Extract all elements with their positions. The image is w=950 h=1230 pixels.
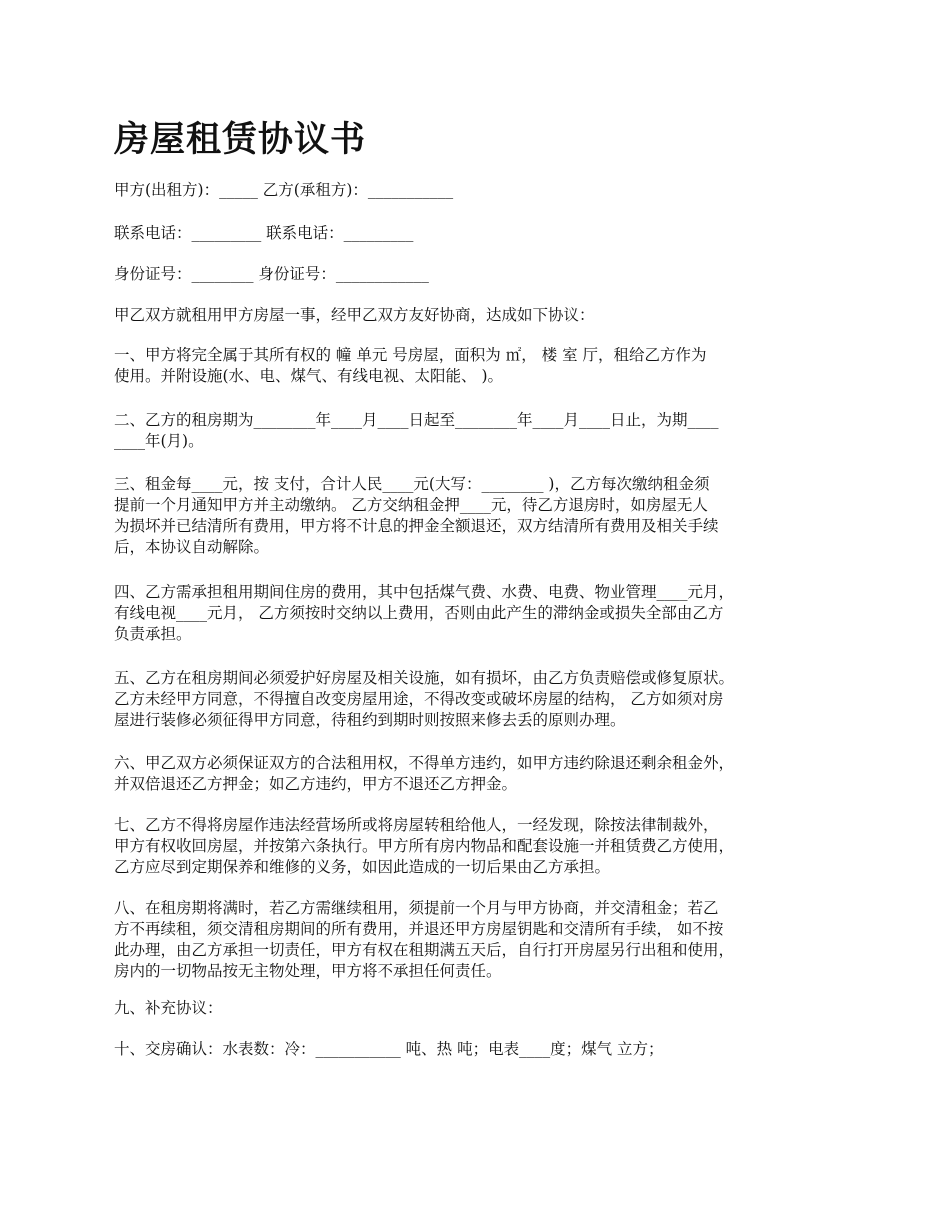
- clause-line: 房内的一切物品按无主物处理，甲方将不承担任何责任。: [114, 962, 502, 980]
- clause-line: 八、在租房期将满时，若乙方需继续租用，须提前一个月与甲方协商，并交清租金；若乙: [114, 899, 719, 917]
- clause-line: 甲方有权收回房屋，并按第六条执行。甲方所有房内物品和配套设施一并租赁费乙方使用，: [114, 837, 735, 855]
- clause-1: [114, 345, 858, 387]
- clause-line: 乙方应尽到定期保养和维修的义务，如因此造成的一切后果由乙方承担。: [114, 858, 611, 876]
- clause-line: 并双倍退还乙方押金；如乙方违约，甲方不退还乙方押金。: [114, 775, 518, 793]
- clause-line: 屋进行装修必须征得甲方同意，待租约到期时则按照来修去丢的原则办理。: [114, 711, 626, 729]
- document-title: 房屋租赁协议书: [114, 119, 367, 160]
- clause-line: 使用。并附设施(水、电、煤气、有线电视、太阳能、 )。: [114, 367, 504, 385]
- clause-line: 后，本协议自动解除。: [114, 538, 270, 556]
- id-line-text: 身份证号：________ 身份证号：____________: [114, 265, 429, 283]
- clause-9: [114, 998, 858, 1019]
- clause-7: [114, 815, 858, 878]
- header-id-line: [114, 264, 858, 285]
- party-line-text: 甲方(出租方)：_____ 乙方(承租方)：___________: [114, 181, 454, 199]
- clause-line: 为损坏并已结清所有费用，甲方将不计息的押金全额退还，双方结清所有费用及相关手续: [114, 517, 719, 535]
- clause-line: 四、乙方需承担租用期间住房的费用，其中包括煤气费、水费、电费、物业管理____元月，: [114, 583, 735, 601]
- clause-line: 一、甲方将完全属于其所有权的 幢 单元 号房屋，面积为 ㎡， 楼 室 厅，租给乙方作为: [114, 346, 707, 364]
- phone-line-text: 联系电话：_________ 联系电话：_________: [114, 224, 414, 242]
- intro-text: 甲乙双方就租用甲方房屋一事，经甲乙双方友好协商，达成如下协议：: [114, 306, 595, 324]
- clause-line: 乙方未经甲方同意，不得擅自改变房屋用途，不得改变或破坏房屋的结构， 乙方如须对房: [114, 690, 724, 708]
- clause-line: 七、乙方不得将房屋作违法经营场所或将房屋转租给他人，一经发现，除按法律制裁外，: [114, 816, 719, 834]
- intro-paragraph: [114, 305, 858, 326]
- header-phone-line: [114, 223, 858, 244]
- clause-line: ____年(月)。: [114, 432, 204, 450]
- clause-4: [114, 582, 858, 645]
- clause-line: 提前一个月通知甲方并主动缴纳。 乙方交纳租金押____元，待乙方退房时，如房屋无人: [114, 496, 708, 514]
- clause-line: 十、交房确认：水表数：冷：___________ 吨、热 吨；电表____度；煤气 立方；: [114, 1040, 664, 1058]
- clause-line: 有线电视____元月， 乙方须按时交纳以上费用，否则由此产生的滞纳金或损失全部由乙方: [114, 604, 724, 622]
- clause-8: [114, 898, 858, 982]
- clause-line: 三、租金每____元，按 支付，合计人民____元(大写：________ )，乙方每次缴纳租金须: [114, 475, 710, 493]
- clause-10: [114, 1039, 858, 1060]
- clause-line: 六、甲乙双方必须保证双方的合法租用权，不得单方违约，如甲方违约除退还剩余租金外，: [114, 754, 735, 772]
- clause-6: [114, 753, 858, 795]
- clause-line: 方不再续租，须交清租房期间的所有费用，并退还甲方房屋钥匙和交清所有手续， 如不按: [114, 920, 724, 938]
- clause-line: 九、补充协议：: [114, 999, 223, 1017]
- clause-line: 五、乙方在租房期间必须爱护好房屋及相关设施，如有损坏，由乙方负责赔偿或修复原状。: [114, 669, 735, 687]
- clause-5: [114, 668, 858, 731]
- clause-line: 负责承担。: [114, 625, 192, 643]
- clause-3: [114, 474, 858, 558]
- clause-line: 此办理，由乙方承担一切责任，甲方有权在租期满五天后，自行打开房屋另行出租和使用，: [114, 941, 735, 959]
- header-party-line: [114, 180, 858, 201]
- clause-2: [114, 410, 858, 452]
- clause-line: 二、乙方的租房期为________年____月____日起至________年____月____日止，为期____: [114, 411, 719, 429]
